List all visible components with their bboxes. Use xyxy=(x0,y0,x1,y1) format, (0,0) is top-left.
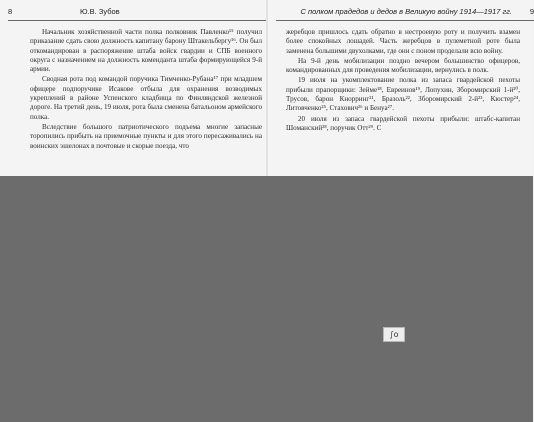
left-page-number: 8 xyxy=(8,7,13,16)
gray-overlay-panel xyxy=(0,176,533,422)
left-paragraph: Вследствие большого патриотического подъема многие запасные торопились прибыть на приемочные пункты и для этого пересаживались на воинских эшелонах в почтовые и скорые поезда, что xyxy=(30,122,262,150)
left-running-title: Ю.В. Зубов xyxy=(80,7,120,16)
right-body-text xyxy=(286,28,520,133)
right-paragraph: 19 июля на укомплектование полка из запаса гвардейской пехоты прибыли прапорщики: Зейме¹⁸, Евреинов¹⁹, Лопухин, Зборомирский 1-й²⁰, Трусов, барон Кнорринг²¹, Бразоль²², Зборомирский 2-й²³, Кюстер²⁴, Литовченко²⁵, Стахович²⁶ и Бенуа²⁷. xyxy=(286,76,520,113)
right-page-number: 9 xyxy=(529,7,534,16)
right-paragraph: жеребцов пришлось сдать обратно в нестроевую роту и получить взамен более спокойных лошадей. Часть жеребцов в пулеметной роте была заменена большими двухолками, где они с поном проделали всю войну. xyxy=(286,28,520,55)
left-running-head xyxy=(8,6,266,18)
right-paragraph: 20 июля из запаса гвардейской пехоты прибыли: штабс-капитан Шоманский²⁸, поручик Отт²⁹. С xyxy=(286,114,520,132)
right-header-rule xyxy=(276,20,534,21)
right-running-title: С полком прадедов и дедов в Великую войну 1914—1917 гг. xyxy=(300,7,512,16)
right-running-head xyxy=(276,6,534,18)
left-paragraph: Начальник хозяйственной части полка полковник Павленко¹⁵ получил приказание сдать свою должность капитану барону Штакельбергу¹⁶. Он был откомандирован в распоряжение штаба войск гвардии и СПБ военного округа с назначением на должность коменданта штаба формирующейся 9-й армии. xyxy=(30,28,262,74)
left-paragraph: Сводная рота под командой поручика Тимченко-Рубана¹⁷ при младшем офицере подпоручике Исакове отбыла для охранения возводимых укреплений в районе Успенского кладбища по Финляндской железной дороге. На третий день, 19 июля, рота была сменена батальоном армейского полка. xyxy=(30,75,262,121)
overlay-glyph-badge: ∫о xyxy=(383,327,405,342)
left-header-rule xyxy=(8,20,266,21)
left-body-text xyxy=(30,28,262,151)
right-paragraph: На 9-й день мобилизации поздно вечером большинство офицеров, командированных для проведения мобилизации, вернулись в полк. xyxy=(286,56,520,75)
